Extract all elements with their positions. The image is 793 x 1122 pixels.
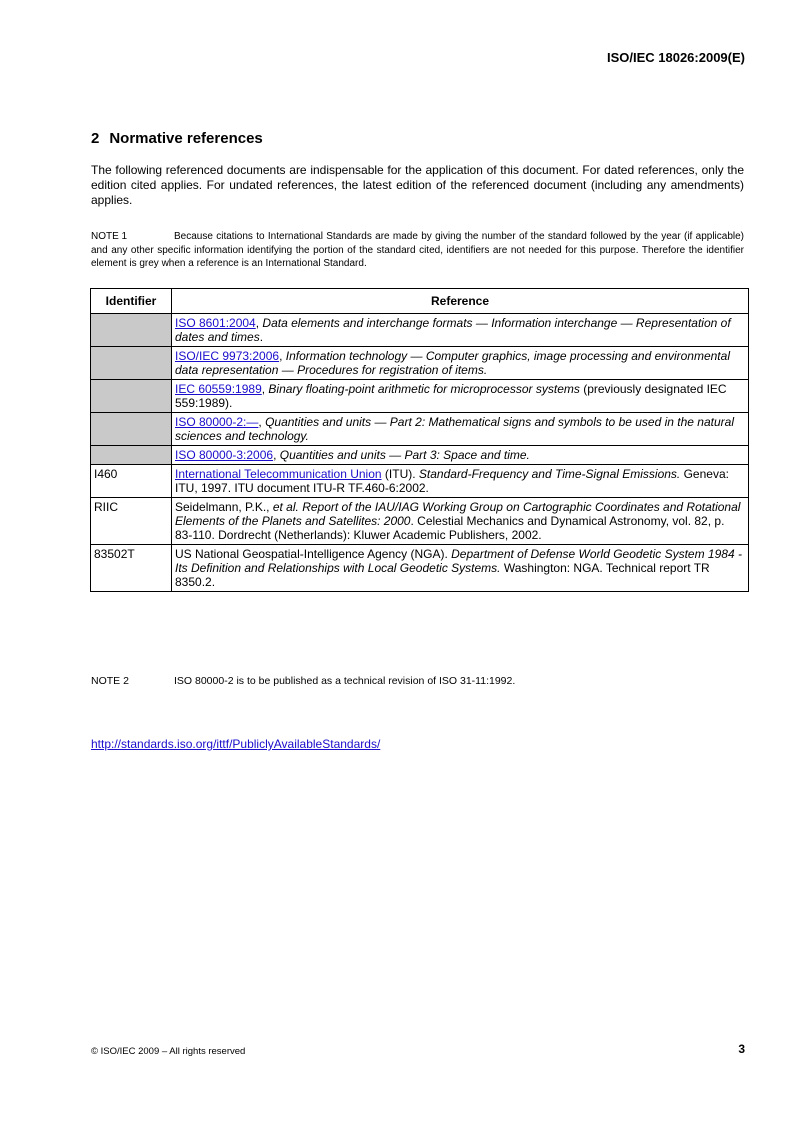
reference-detail: . <box>259 330 264 344</box>
reference-author: US National Geospatial-Intelligence Agency (NGA). <box>175 547 452 561</box>
reference-link[interactable]: IEC 60559:1989 <box>175 382 262 396</box>
identifier-cell: I460 <box>91 465 172 498</box>
reference-author: Seidelmann, P.K., <box>175 500 273 514</box>
table-row <box>91 314 749 347</box>
reference-separator: , <box>258 415 266 429</box>
table-row <box>91 545 749 592</box>
section-heading <box>91 130 263 147</box>
reference-link[interactable]: ISO 8601:2004 <box>175 316 256 330</box>
identifier-cell <box>91 446 172 465</box>
reference-cell <box>172 446 749 465</box>
page-number: 3 <box>738 1042 745 1056</box>
reference-link[interactable]: International Telecommunication Union <box>175 467 382 481</box>
document-identifier: ISO/IEC 18026:2009(E) <box>606 50 745 65</box>
reference-title: Quantities and units — Part 2: Mathematical signs and symbols to be used in the natural sciences and technology. <box>175 415 734 443</box>
reference-link[interactable]: ISO 80000-3:2006 <box>175 448 274 462</box>
intro-paragraph: The following referenced documents are indispensable for the application of this document. For dated references, only the edition cited applies. For undated references, the latest edition of the referenced document (including any amendments) applies. <box>91 163 744 207</box>
normative-references-table <box>90 288 749 592</box>
table-row <box>91 446 749 465</box>
note-2-label: NOTE 2 <box>91 675 129 687</box>
reference-separator: (ITU). <box>381 467 419 481</box>
publicly-available-standards-link[interactable]: http://standards.iso.org/ittf/PubliclyAvailableStandards/ <box>91 737 381 751</box>
reference-detail: . Celestial Mechanics and Dynamical Astronomy, vol. 82, p. 83-110. Dordrecht (Netherlands): Kluwer Academic Publishers, 2002. <box>175 514 725 542</box>
reference-cell <box>172 347 749 380</box>
reference-cell <box>172 380 749 413</box>
table-row <box>91 465 749 498</box>
reference-detail: Geneva: ITU, 1997. ITU document ITU-R TF.460-6:2002. <box>175 467 729 495</box>
reference-title: Data elements and interchange formats — Information interchange — Representation of dates and times <box>175 316 731 344</box>
reference-title: Quantities and units — Part 3: Space and time. <box>279 448 530 462</box>
table-row <box>91 498 749 545</box>
table-row <box>91 380 749 413</box>
identifier-cell: RIIC <box>91 498 172 545</box>
reference-title: Department of Defense World Geodetic System 1984 - Its Definition and Relationships with Local Geodetic Systems. <box>175 547 742 575</box>
reference-link[interactable]: ISO 80000-2:— <box>175 415 259 429</box>
reference-cell <box>172 545 749 592</box>
reference-cell <box>172 465 749 498</box>
identifier-column-header: Identifier <box>91 289 172 314</box>
reference-cell <box>172 314 749 347</box>
reference-cell <box>172 413 749 446</box>
table-row <box>91 413 749 446</box>
note-1-text: Because citations to International Standards are made by giving the number of the standard followed by the year (if applicable) and any other specific information identifying the portion of the standard cited, identifiers are not needed for this purpose. Therefore the identifier element is grey when a reference is an International Standard. <box>91 231 744 269</box>
reference-separator: , <box>279 349 286 363</box>
note-2 <box>91 675 515 687</box>
reference-title: Standard-Frequency and Time-Signal Emissions. <box>418 467 681 481</box>
identifier-cell <box>91 380 172 413</box>
reference-detail: (previously designated IEC 559:1989). <box>175 382 727 410</box>
reference-separator: , <box>255 316 263 330</box>
identifier-cell <box>91 347 172 380</box>
reference-column-header: Reference <box>172 289 749 314</box>
reference-etal: et al. <box>272 500 299 514</box>
reference-link[interactable]: ISO/IEC 9973:2006 <box>175 349 280 363</box>
identifier-cell <box>91 413 172 446</box>
note-2-text: ISO 80000-2 is to be published as a technical revision of ISO 31-11:1992. <box>174 675 516 687</box>
section-title: Normative references <box>109 130 263 147</box>
reference-separator: , <box>273 448 280 462</box>
reference-title: Binary floating-point arithmetic for microprocessor systems <box>268 382 580 396</box>
reference-title: Report of the IAU/IAG Working Group on Cartographic Coordinates and Rotational Elements of the Planets and Satellites: 2000 <box>175 500 741 528</box>
identifier-cell <box>91 314 172 347</box>
reference-cell <box>172 498 749 545</box>
table-header-row <box>91 289 749 314</box>
note-1-label: NOTE 1 <box>91 231 128 242</box>
table-row <box>91 347 749 380</box>
note-1 <box>91 230 744 271</box>
copyright-notice: © ISO/IEC 2009 – All rights reserved <box>91 1046 246 1057</box>
reference-separator: , <box>261 382 269 396</box>
reference-title: Information technology — Computer graphics, image processing and environmental data representation — Procedures for registration of items. <box>175 349 730 377</box>
identifier-cell: 83502T <box>91 545 172 592</box>
section-number: 2 <box>91 130 100 147</box>
reference-detail: Washington: NGA. Technical report TR 8350.2. <box>175 561 710 589</box>
